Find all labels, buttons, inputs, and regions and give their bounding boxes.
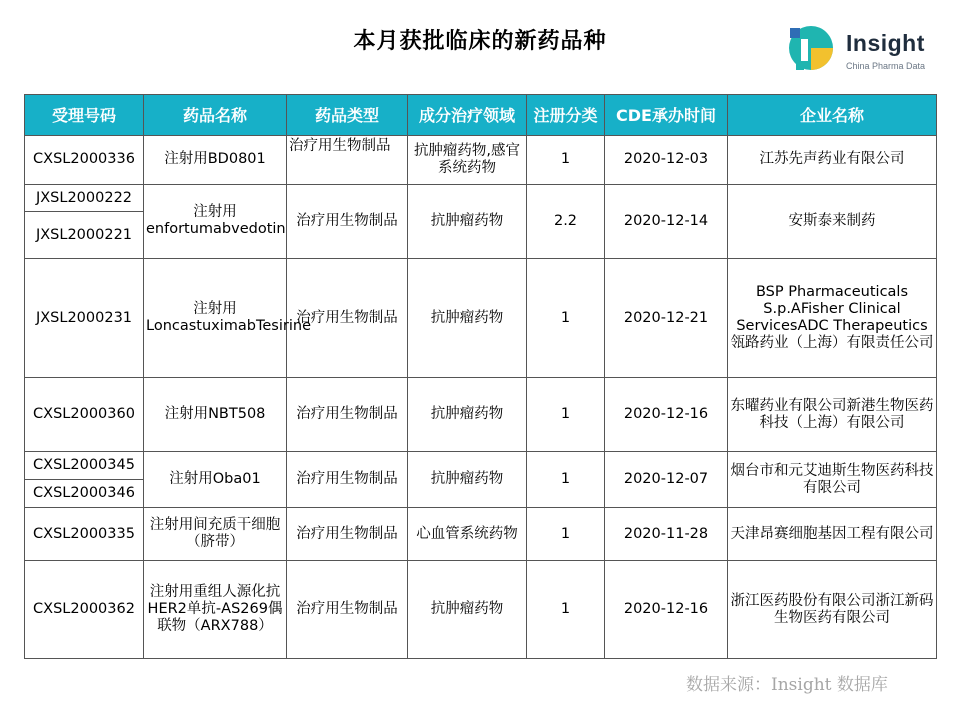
col-header-accept-no: 受理号码 bbox=[25, 95, 144, 136]
drug-name: 注射用LoncastuximabTesirine bbox=[144, 259, 287, 378]
reg-class: 1 bbox=[527, 378, 605, 452]
therapy-area: 抗肿瘤药物 bbox=[408, 259, 527, 378]
therapy-area: 抗肿瘤药物 bbox=[408, 378, 527, 452]
cde-date: 2020-12-03 bbox=[605, 136, 728, 185]
cde-date: 2020-12-14 bbox=[605, 184, 728, 258]
therapy-area: 抗肿瘤药物 bbox=[408, 561, 527, 659]
drug-type: 治疗用生物制品 bbox=[287, 259, 408, 378]
logo-wordmark: Insight bbox=[846, 30, 925, 56]
cde-date: 2020-12-16 bbox=[605, 378, 728, 452]
logo-subtitle: China Pharma Data bbox=[846, 61, 926, 71]
drug-name: 注射用间充质干细胞（脐带） bbox=[144, 508, 287, 561]
company-name: 东曜药业有限公司新港生物医药科技（上海）有限公司 bbox=[728, 378, 937, 452]
insight-logo-icon bbox=[784, 22, 836, 74]
accept-no: CXSL2000360 bbox=[25, 378, 144, 452]
accept-no: JXSL2000222 bbox=[25, 184, 144, 211]
drug-name: 注射用enfortumabvedotin bbox=[144, 184, 287, 258]
cde-date: 2020-12-16 bbox=[605, 561, 728, 659]
company-name: 江苏先声药业有限公司 bbox=[728, 136, 937, 185]
drug-type: 治疗用生物制品 bbox=[287, 452, 408, 508]
col-header-drug-name: 药品名称 bbox=[144, 95, 287, 136]
drug-type: 治疗用生物制品 bbox=[287, 136, 408, 185]
therapy-area: 心血管系统药物 bbox=[408, 508, 527, 561]
col-header-cde-date: CDE承办时间 bbox=[605, 95, 728, 136]
reg-class: 1 bbox=[527, 508, 605, 561]
reg-class: 1 bbox=[527, 452, 605, 508]
insight-logo bbox=[784, 22, 934, 78]
reg-class: 2.2 bbox=[527, 184, 605, 258]
cde-date: 2020-12-21 bbox=[605, 259, 728, 378]
accept-no: JXSL2000221 bbox=[25, 212, 144, 259]
table-row bbox=[25, 561, 937, 659]
table-row bbox=[25, 378, 937, 452]
company-name: BSP Pharmaceuticals S.p.AFisher Clinical ServicesADC Therapeutics瓴路药业（上海）有限责任公司 bbox=[728, 259, 937, 378]
company-name: 烟台市和元艾迪斯生物医药科技有限公司 bbox=[728, 452, 937, 508]
therapy-area: 抗肿瘤药物 bbox=[408, 184, 527, 258]
company-name: 浙江医药股份有限公司浙江新码生物医药有限公司 bbox=[728, 561, 937, 659]
drug-name: 注射用NBT508 bbox=[144, 378, 287, 452]
reg-class: 1 bbox=[527, 561, 605, 659]
cde-date: 2020-12-07 bbox=[605, 452, 728, 508]
drug-type: 治疗用生物制品 bbox=[287, 508, 408, 561]
col-header-therapy-area: 成分治疗领域 bbox=[408, 95, 527, 136]
company-name: 安斯泰来制药 bbox=[728, 184, 937, 258]
col-header-reg-class: 注册分类 bbox=[527, 95, 605, 136]
reg-class: 1 bbox=[527, 259, 605, 378]
accept-no: CXSL2000346 bbox=[25, 479, 144, 507]
col-header-drug-type: 药品类型 bbox=[287, 95, 408, 136]
page-title: 本月获批临床的新药品种 bbox=[353, 29, 607, 54]
cde-date: 2020-11-28 bbox=[605, 508, 728, 561]
accept-no: CXSL2000345 bbox=[25, 452, 144, 479]
therapy-area: 抗肿瘤药物,感官系统药物 bbox=[408, 136, 527, 185]
data-source-note: 数据来源：Insight 数据库 bbox=[686, 675, 888, 695]
table-row bbox=[25, 452, 937, 479]
table-row bbox=[25, 259, 937, 378]
accept-no: CXSL2000362 bbox=[25, 561, 144, 659]
table-row bbox=[25, 508, 937, 561]
drug-name: 注射用BD0801 bbox=[144, 136, 287, 185]
company-name: 天津昂赛细胞基因工程有限公司 bbox=[728, 508, 937, 561]
table-header-row bbox=[25, 95, 937, 136]
accept-no: JXSL2000231 bbox=[25, 259, 144, 378]
drug-name: 注射用重组人源化抗HER2单抗-AS269偶联物（ARX788） bbox=[144, 561, 287, 659]
drug-type: 治疗用生物制品 bbox=[287, 184, 408, 258]
reg-class: 1 bbox=[527, 136, 605, 185]
col-header-company: 企业名称 bbox=[728, 95, 937, 136]
drug-type: 治疗用生物制品 bbox=[287, 378, 408, 452]
accept-no: CXSL2000336 bbox=[25, 136, 144, 185]
table-row bbox=[25, 184, 937, 211]
table-row bbox=[25, 136, 937, 185]
drug-table bbox=[24, 94, 937, 659]
drug-name: 注射用Oba01 bbox=[144, 452, 287, 508]
drug-type: 治疗用生物制品 bbox=[287, 561, 408, 659]
therapy-area: 抗肿瘤药物 bbox=[408, 452, 527, 508]
accept-no: CXSL2000335 bbox=[25, 508, 144, 561]
